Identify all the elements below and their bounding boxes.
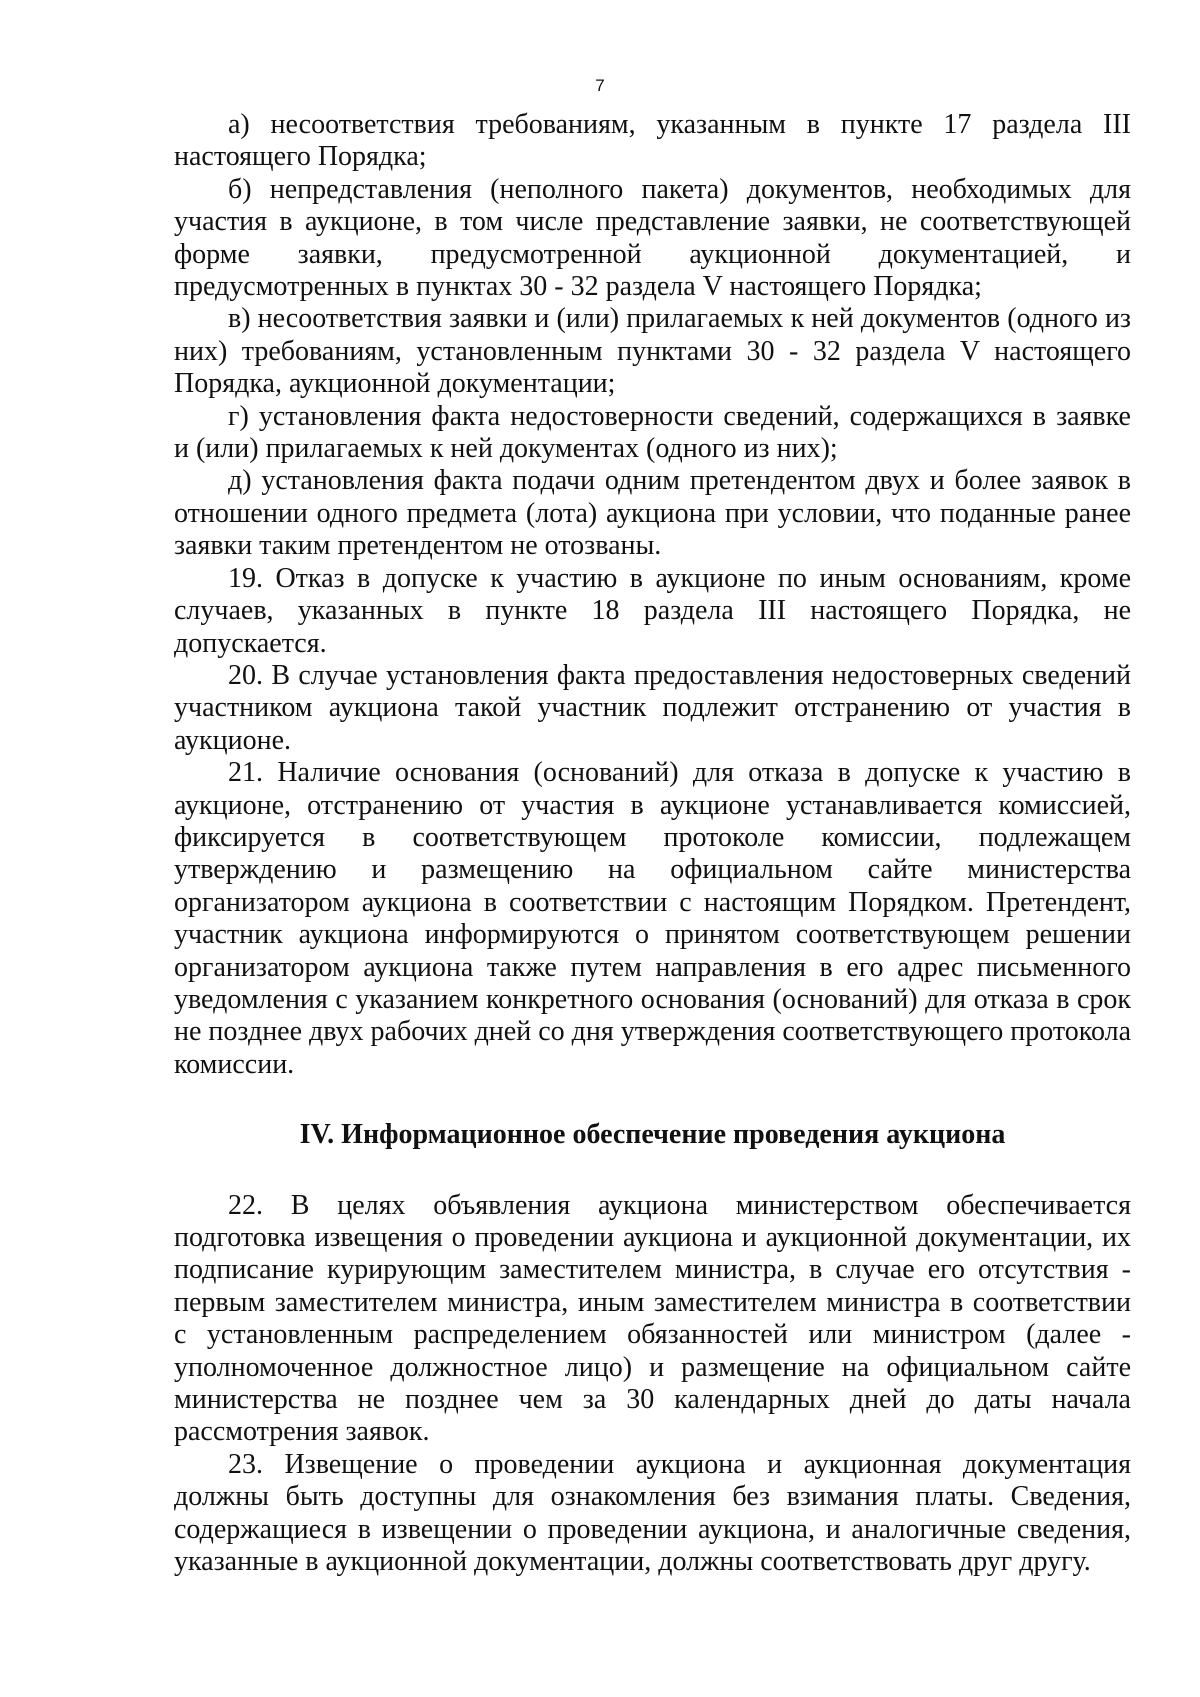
document-body	[174, 109, 1131, 1578]
section-heading: IV. Информационное обеспечение проведения аукциона	[299, 1119, 1006, 1151]
paragraph-g: г) установления факта недостоверности сведений, содержащихся в заявке и (или) прилагаемых к ней документах (одного из них);	[174, 400, 1131, 465]
paragraph-20: 20. В случае установления факта предоставления недостоверных сведений участником аукциона такой участник подлежит отстранению от участия в аукционе.	[174, 659, 1131, 756]
paragraph-d: д) установления факта подачи одним претендентом двух и более заявок в отношении одного предмета (лота) аукциона при условии, что поданные ранее заявки таким претендентом не отозваны.	[174, 465, 1131, 562]
paragraph-23: 23. Извещение о проведении аукциона и аукционная документация должны быть доступны для ознакомления без взимания платы. Сведения, содержащиеся в извещении о проведении аукциона, и аналогичные сведения, указанные в аукционной документации, должны соответствовать друг другу.	[174, 1448, 1131, 1578]
paragraph-a: а) несоответствия требованиям, указанным в пункте 17 раздела III настоящего Порядка;	[174, 109, 1131, 173]
paragraph-19: 19. Отказ в допуске к участию в аукционе по иным основаниям, кроме случаев, указанных в пункте 18 раздела III настоящего Порядка, не допускается.	[174, 562, 1131, 659]
paragraph-b: б) непредставления (неполного пакета) документов, необходимых для участия в аукционе, в том числе представление заявки, не соответствующей форме заявки, предусмотренной аукционной документацией, и предусмотренных в пунктах 30 - 32 раздела V настоящего Порядка;	[174, 173, 1131, 303]
paragraph-21: 21. Наличие основания (оснований) для отказа в допуске к участию в аукционе, отстранению от участия в аукционе устанавливается комиссией, фиксируется в соответствующем протоколе комиссии, подлежащем утверждению и размещению на официальном сайте министерства организатором аукциона в соответствии с настоящим Порядком. Претендент, участник аукциона информируются о принятом соответствующем решении организатором аукциона также путем направления в его адрес письменного уведомления с указанием конкретного основания (оснований) для отказа в срок не позднее двух рабочих дней со дня утверждения соответствующего протокола комиссии.	[174, 757, 1132, 1080]
paragraph-22: 22. В целях объявления аукциона министерством обеспечивается подготовка извещения о проведении аукциона и аукционной документации, их подписание курирующим заместителем министра, в случае его отсутствия - первым заместителем министра, иным заместителем министра в соответствии с установленным распределением обязанностей или министром (далее - уполномоченное должностное лицо) и размещение на официальном сайте министерства не позднее чем за 30 календарных дней до даты начала рассмотрения заявок.	[174, 1189, 1131, 1448]
paragraph-v: в) несоответствия заявки и (или) прилагаемых к ней документов (одного из них) требованиям, установленным пунктами 30 - 32 раздела V настоящего Порядка, аукционной документации;	[174, 303, 1131, 400]
page-number: 7	[595, 76, 605, 95]
